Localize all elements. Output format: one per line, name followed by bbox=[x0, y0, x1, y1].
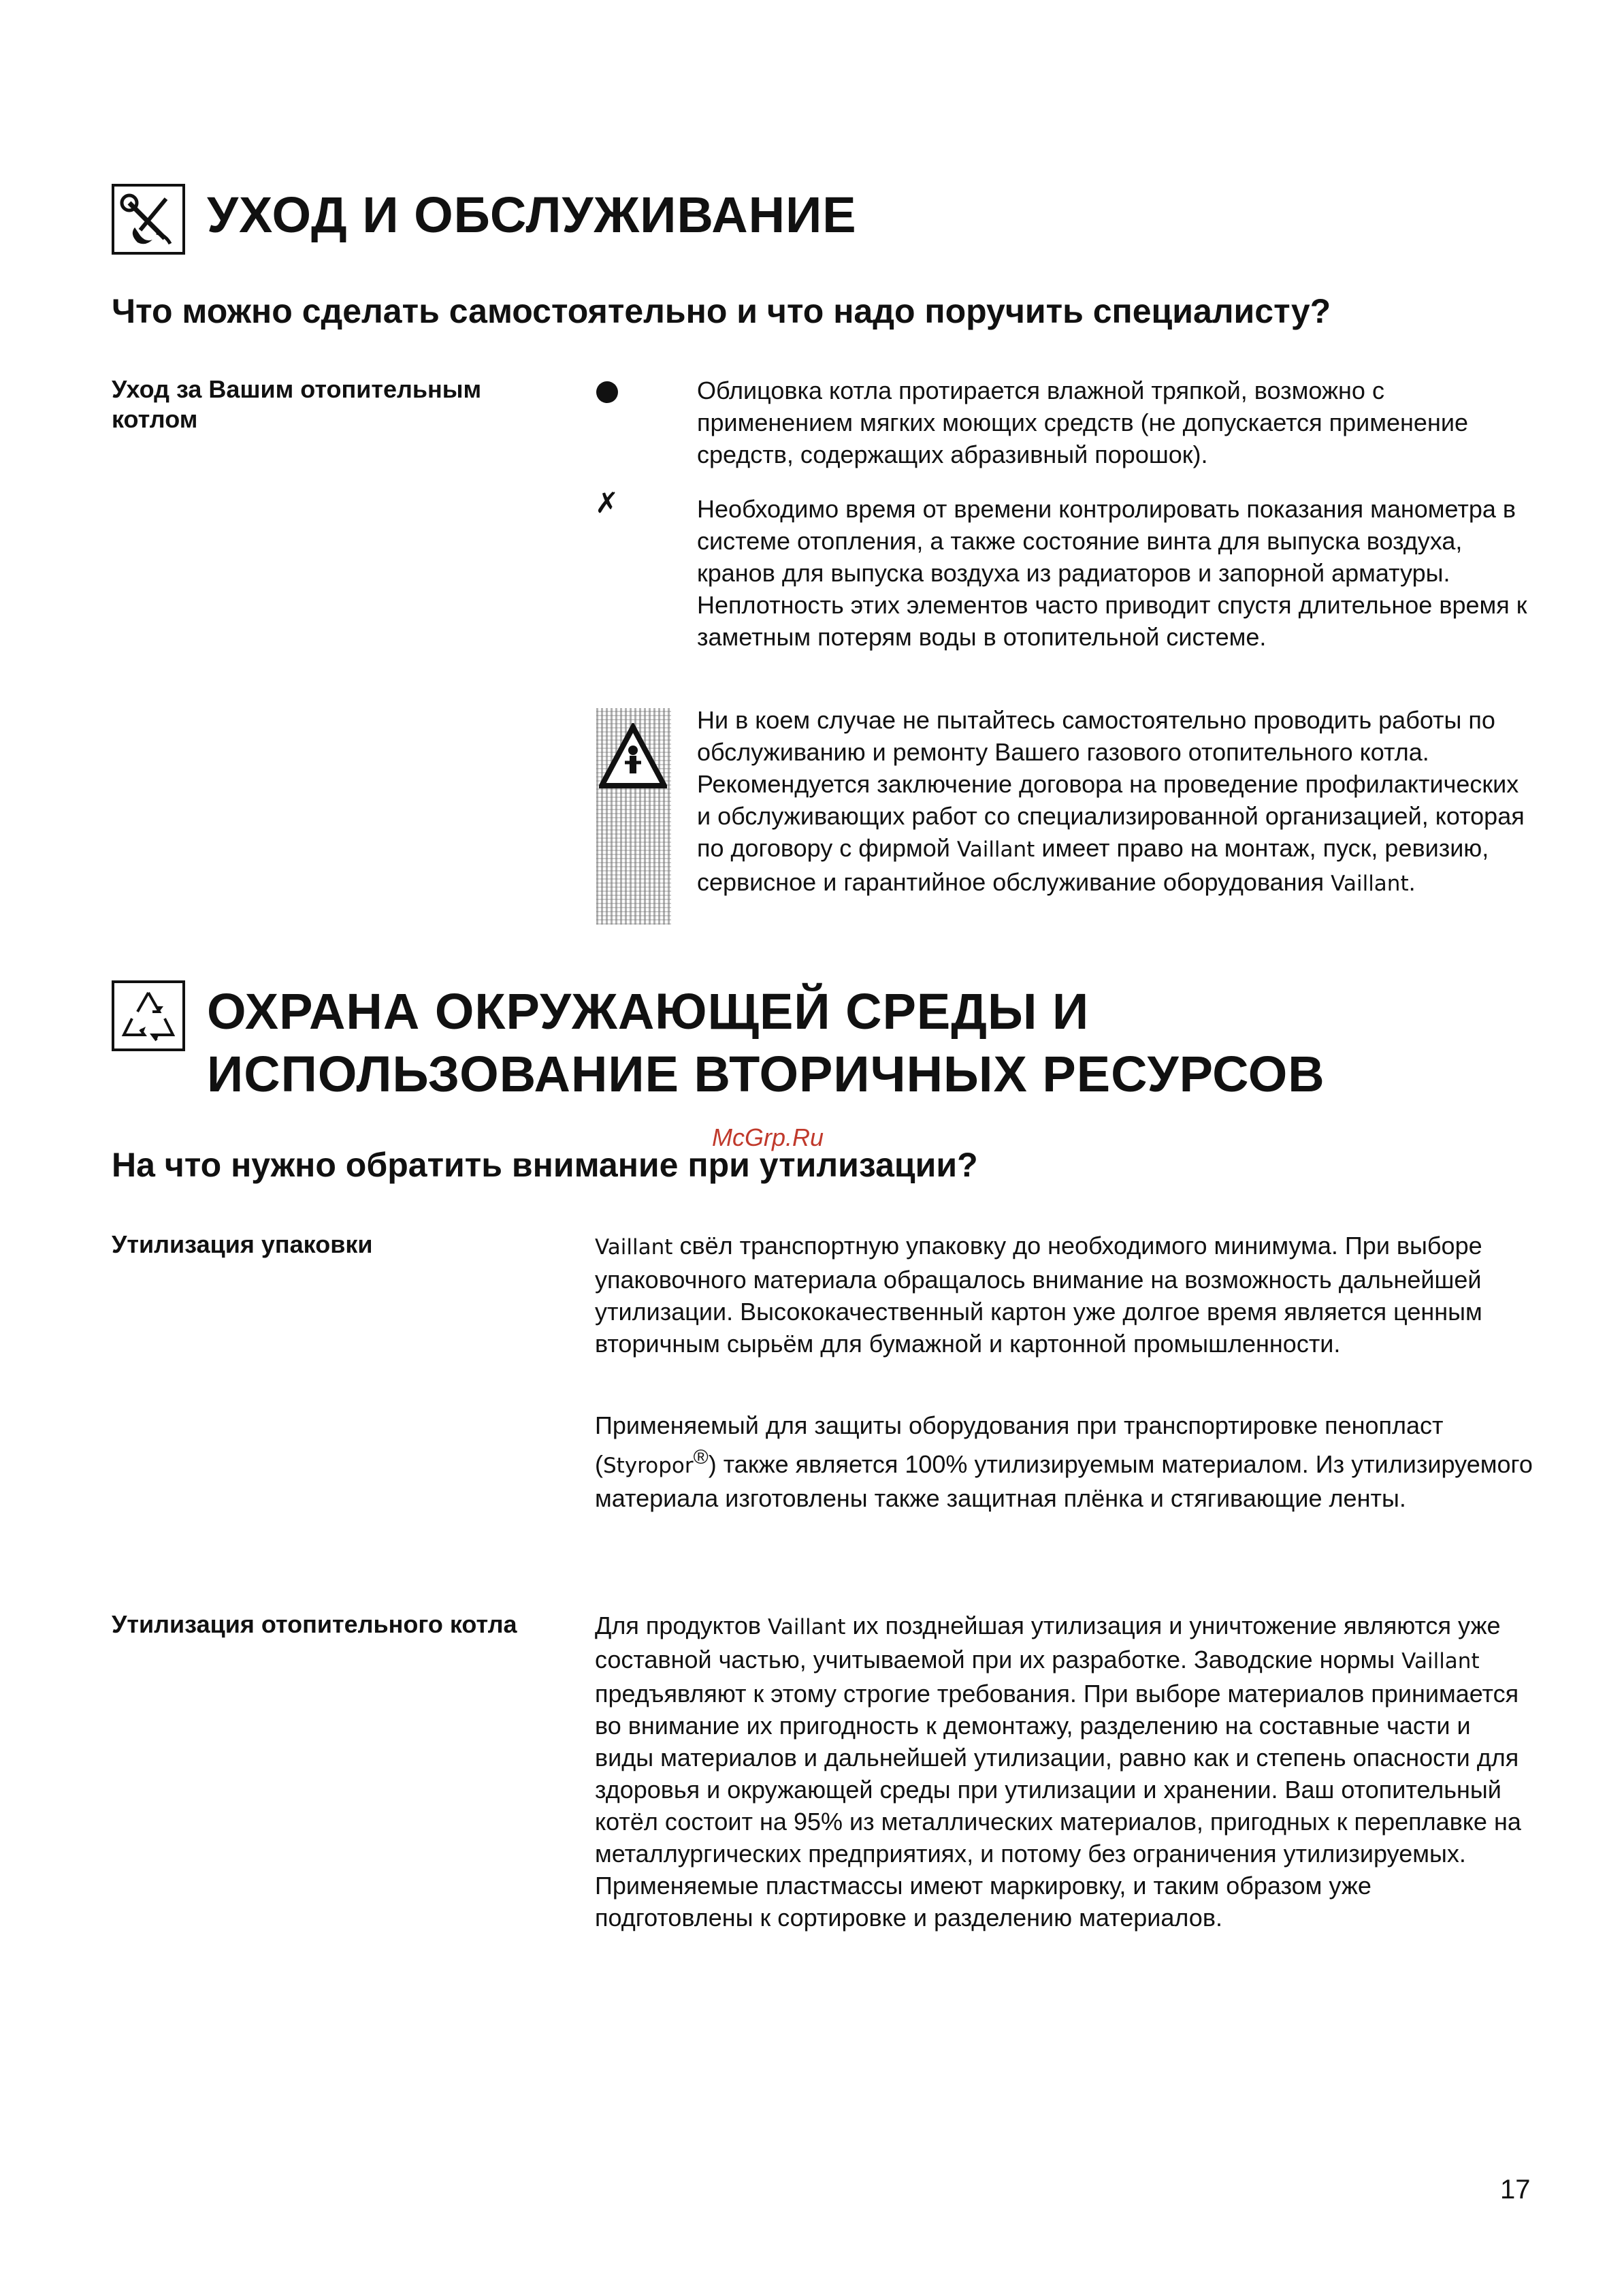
boiler-paragraph bbox=[595, 1610, 1534, 1934]
care-item-1: Облицовка котла протирается влажной тряпкой, возможно с применением мягких моющих средств (не допускается применение средств, содержащих абразивный порошок). bbox=[697, 377, 1468, 468]
boiler-p-middle: их позднейшая утилизация и уничтожение являются уже составной частью, учитываемой при их разработке. Заводские нормы bbox=[595, 1612, 1501, 1674]
brand-vaillant: Vaillant bbox=[956, 837, 1035, 862]
environment-subtitle: На что нужно обратить внимание при утилизации? bbox=[112, 1146, 978, 1184]
care-subtitle: Что можно сделать самостоятельно и что надо поручить специалисту? bbox=[112, 292, 1331, 330]
tools-icon bbox=[112, 184, 185, 255]
boiler-label: Утилизация отопительного котла bbox=[112, 1610, 517, 1638]
packaging-label: Утилизация упаковки bbox=[112, 1230, 373, 1258]
watermark: McGrp.Ru bbox=[712, 1123, 824, 1151]
brand-vaillant: Vaillant bbox=[768, 1615, 846, 1639]
environment-title bbox=[207, 980, 1325, 1106]
warning-icon bbox=[599, 723, 667, 791]
packaging-p2-after: ) также является 100% утилизируемым материалом. Из утилизируемого материала изготовлены также защитная плёнка и стягивающие ленты. bbox=[595, 1450, 1533, 1512]
brand-styropor: Styropor bbox=[603, 1454, 694, 1478]
care-item-2: Необходимо время от времени контролировать показания манометра в системе отопления, а также состояние винта для выпуска воздуха, кранов для выпуска воздуха из радиаторов и запорной арматуры. Неплотность этих элементов часто приводит спустя длительное время к заметным потерям воды в отопительной системе. bbox=[697, 495, 1527, 651]
warning-text-before: Ни в коем случае не пытайтесь самостоятельно проводить работы по обслуживанию и ремонту Вашего газового отопительного котла. Рекомендуется заключение договора на проведение профилактических и обслуживающих работ со специализированной организацией, которая по договору с фирмой bbox=[697, 706, 1525, 862]
packaging-paragraph-2 bbox=[595, 1409, 1534, 1514]
warning-text-middle: имеет право на монтаж, пуск, ревизию, сервисное и гарантийное обслуживание оборудования bbox=[697, 834, 1489, 896]
recycle-icon bbox=[112, 980, 185, 1051]
boiler-p-before: Для продуктов bbox=[595, 1612, 768, 1639]
packaging-p1-text: свёл транспортную упаковку до необходимого минимума. При выборе упаковочного материала обращалось внимание на возможность дальнейшей утилизации. Высококачественный картон уже долгое время является ценным вторичным сырьём для бумажной и картонной промышленности. bbox=[595, 1232, 1482, 1358]
registered-mark: ® bbox=[693, 1446, 709, 1469]
care-label: Уход за Вашим отопительным котлом bbox=[112, 375, 482, 433]
environment-section-header bbox=[112, 980, 1325, 1106]
care-title: УХОД И ОБСЛУЖИВАНИЕ bbox=[207, 187, 857, 243]
brand-vaillant: Vaillant bbox=[1401, 1649, 1480, 1674]
warning-text bbox=[697, 704, 1534, 900]
cross-marker-icon: ✗ bbox=[595, 487, 619, 519]
care-section-header bbox=[112, 184, 857, 255]
packaging-p2-before: Применяемый для защиты оборудования при транспортировке пенопласт ( bbox=[595, 1411, 1444, 1478]
packaging-paragraph-1 bbox=[595, 1230, 1534, 1360]
page-number: 17 bbox=[1500, 2175, 1531, 2205]
boiler-p-after: предъявляют к этому строгие требования. При выборе материалов принимается во внимание их пригодность к демонтажу, разделению на составные части и виды материалов и дальнейшей утилизации, равно как и степень опасности для здоровья и окружающей среды при утилизации и хранении. Ваш отопительный котёл состоит на 95% из металлических материалов, пригодных к переплавке на металлургических предприятиях, и потому без ограничения утилизируемых. Применяемые пластмассы имеют маркировку, и таким образом уже подготовлены к сортировке и разделению материалов. bbox=[595, 1680, 1521, 1932]
bullet-dot-icon bbox=[596, 381, 618, 403]
brand-vaillant: Vaillant bbox=[595, 1235, 673, 1260]
environment-title-line2: ИСПОЛЬЗОВАНИЕ ВТОРИЧНЫХ РЕСУРСОВ bbox=[207, 1046, 1325, 1102]
warning-text-end: . bbox=[1408, 868, 1416, 896]
environment-title-line1: ОХРАНА ОКРУЖАЮЩЕЙ СРЕДЫ И bbox=[207, 983, 1090, 1040]
brand-vaillant: Vaillant bbox=[1331, 871, 1409, 896]
